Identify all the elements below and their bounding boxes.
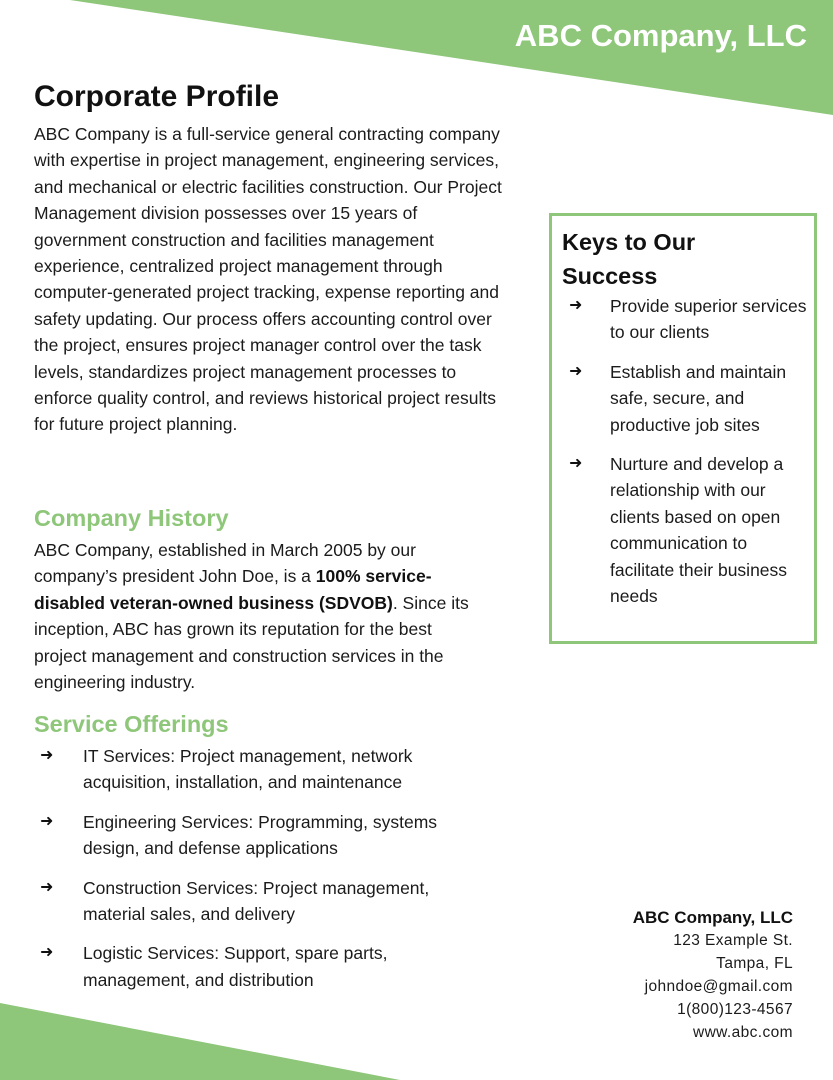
contact-website: www.abc.com — [692, 1024, 793, 1041]
key-item-text: Provide superior services to our clients — [610, 296, 807, 343]
arrow-right-icon: ➜ — [40, 812, 54, 830]
service-item-text: Construction Services: Project management, material sales, and delivery — [83, 877, 430, 925]
arrow-right-icon: ➜ — [40, 878, 54, 896]
contact-street: 123 Example St. — [673, 932, 793, 949]
service-item-text: Logistic Services: Support, spare parts, management, and distribution — [83, 943, 388, 990]
service-item-text: IT Services: Project management, network acquisition, installation, and maintenance — [83, 746, 413, 793]
service-offerings-heading: Service Offerings — [34, 711, 229, 737]
arrow-right-icon: ➜ — [40, 944, 54, 962]
key-item-text: Nurture and develop a relationship with our clients based on open communication to facilitate their business needs — [610, 454, 788, 607]
header-company-name: ABC Company, LLC — [514, 18, 807, 53]
history-text-intro: ABC Company, established in March 2005 by our company’s president John Doe, is a — [34, 540, 416, 587]
history-text-outro: . Since its inception, ABC has grown its reputation for the best project management and construction services in the engineering industry. — [34, 592, 469, 693]
service-offerings-list — [34, 743, 484, 1006]
contact-phone: 1(800)123-4567 — [677, 1001, 793, 1018]
arrow-right-icon: ➜ — [40, 747, 54, 764]
keys-to-success-list — [552, 293, 810, 622]
service-item — [34, 940, 484, 993]
contact-email: johndoe@gmail.com — [644, 978, 793, 995]
service-item — [34, 875, 484, 928]
footer-accent-shape — [0, 1003, 400, 1080]
contact-city: Tampa, FL — [716, 955, 793, 972]
page-title: Corporate Profile — [34, 80, 280, 113]
corporate-profile-text: ABC Company is a full-service general contracting company with expertise in project management, engineering services, and mechanical or electric facilities construction. Our Project Management division possesses over 15 years of government construction and facilities management experience, centralized project management through computer-generated project tracking, expense reporting and safety updating. Our process offers accounting control over the project, ensures project manager control over the task levels, standardizes project management processes to enforce quality control, and reviews historical project results for future project planning. — [34, 124, 502, 435]
arrow-right-icon: ➜ — [569, 362, 583, 380]
keys-to-success-box — [549, 213, 817, 644]
company-history-heading: Company History — [34, 505, 229, 531]
arrow-right-icon: ➜ — [569, 455, 583, 473]
key-item — [552, 293, 810, 346]
contact-company-name: ABC Company, LLC — [632, 908, 793, 927]
contact-info — [633, 906, 793, 1044]
key-item-text: Establish and maintain safe, secure, and productive job sites — [610, 361, 787, 435]
arrow-right-icon: ➜ — [569, 297, 583, 314]
service-item — [34, 743, 484, 796]
service-item — [34, 809, 484, 862]
keys-to-success-heading: Keys to Our Success — [562, 229, 696, 289]
key-item — [552, 359, 810, 438]
service-item-text: Engineering Services: Programming, systems design, and defense applications — [83, 811, 438, 859]
key-item — [552, 451, 810, 609]
company-history-text — [34, 537, 484, 695]
history-text-highlight: 100% service-disabled veteran-owned business (SDVOB) — [34, 566, 432, 613]
